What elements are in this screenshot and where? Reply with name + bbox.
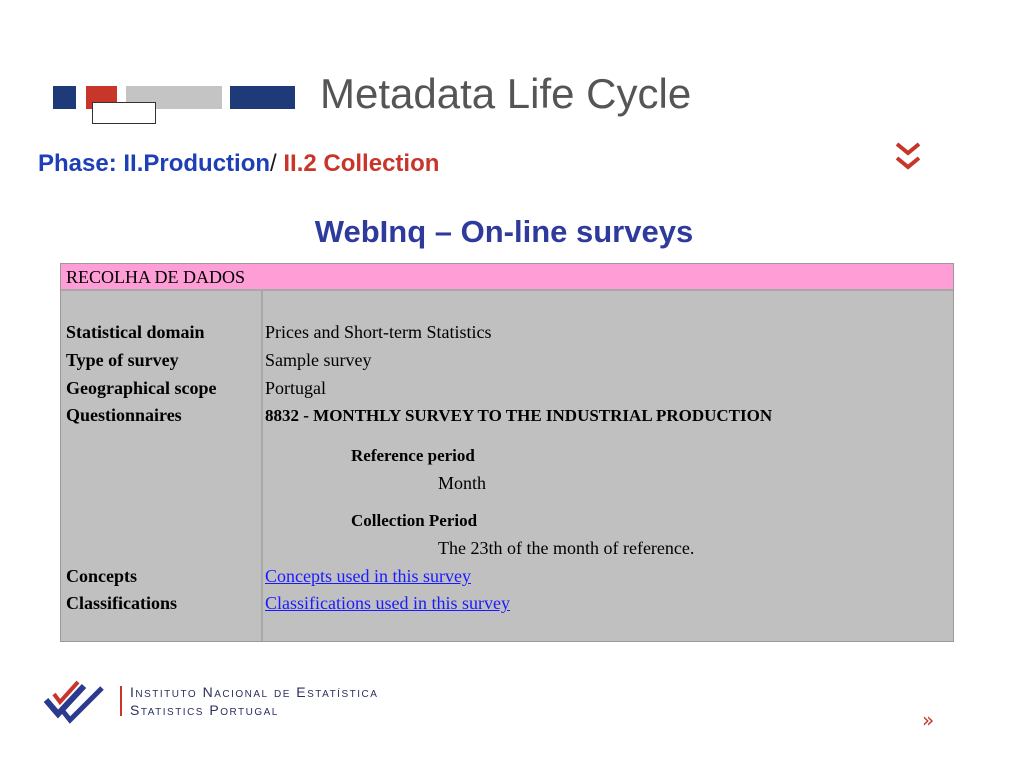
survey-metadata-panel — [60, 263, 954, 642]
statistical-domain-label: Statistical domain — [66, 322, 205, 342]
panel-header: RECOLHA DE DADOS — [61, 264, 953, 291]
phase-separator: / — [270, 150, 277, 177]
reference-period-value: Month — [438, 473, 487, 493]
concepts-label: Concepts — [66, 566, 137, 586]
concepts-link[interactable]: Concepts used in this survey — [265, 566, 471, 586]
collection-period-value: The 23th of the month of reference. — [438, 538, 695, 558]
header-block-navy-small — [53, 86, 76, 109]
column-divider — [261, 291, 263, 641]
double-chevron-down-icon[interactable] — [893, 140, 923, 174]
classifications-link[interactable]: Classifications used in this survey — [265, 593, 510, 613]
header-block-outline — [92, 102, 156, 124]
logo-text-pt: Instituto Nacional de Estatística — [130, 684, 379, 700]
phase-label: Phase: II.Production — [38, 150, 271, 177]
geographical-scope-label: Geographical scope — [66, 378, 217, 398]
phase-sub: II.2 Collection — [276, 150, 440, 177]
classifications-label: Classifications — [66, 593, 178, 613]
reference-period-label: Reference period — [351, 446, 475, 465]
slide-subtitle: WebInq – On-line surveys — [314, 214, 694, 249]
questionnaires-label: Questionnaires — [66, 405, 182, 425]
next-slide-button[interactable]: » — [922, 708, 935, 732]
geographical-scope-value: Portugal — [265, 378, 326, 398]
collection-period-label: Collection Period — [351, 511, 478, 530]
type-of-survey-label: Type of survey — [66, 350, 179, 370]
logo-text-en: Statistics Portugal — [130, 702, 279, 718]
header-block-navy-wide — [230, 86, 295, 109]
logo-separator — [120, 686, 122, 716]
statistical-domain-value: Prices and Short-term Statistics — [265, 322, 492, 342]
type-of-survey-value: Sample survey — [265, 350, 372, 370]
questionnaire-title: 8832 - MONTHLY SURVEY TO THE INDUSTRIAL PRODUCTION — [265, 406, 773, 425]
page-title: Metadata Life Cycle — [320, 70, 692, 117]
phase-breadcrumb — [38, 150, 439, 178]
ine-logo-icon — [40, 676, 112, 726]
